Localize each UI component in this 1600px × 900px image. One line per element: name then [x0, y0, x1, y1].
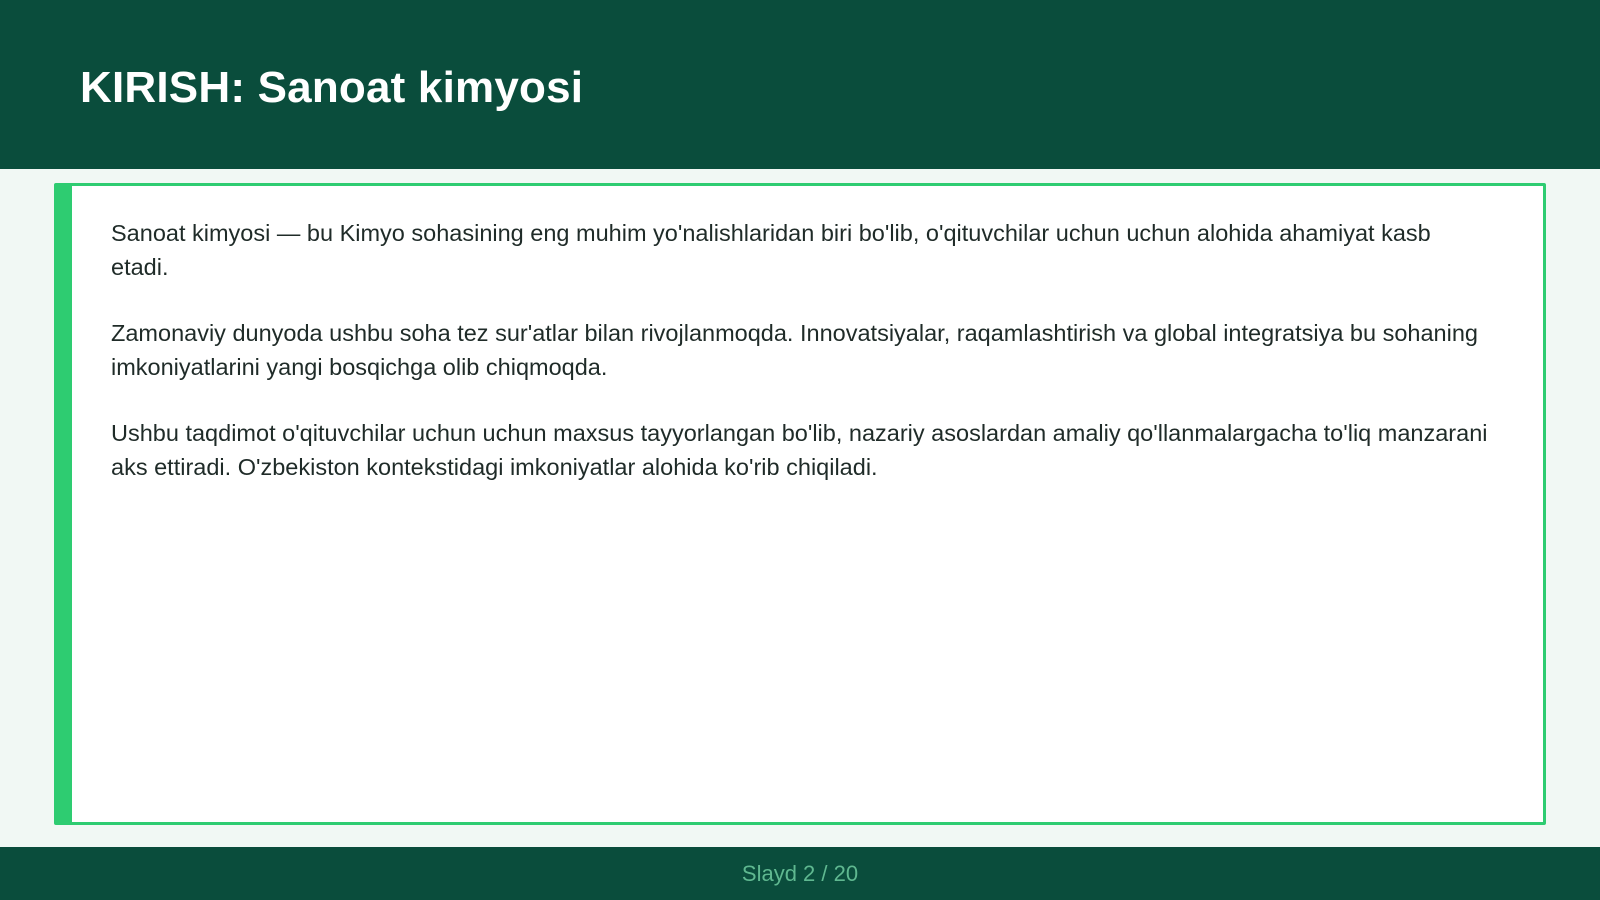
paragraph-presentation-scope: Ushbu taqdimot o'qituvchilar uchun uchun maxsus tayyorlangan bo'lib, nazariy asoslardan amaliy qo'llanmalargacha to'liq manzarani aks ettiradi. O'zbekiston kontekstidagi imkoniyatlar alohida ko'rib chiqiladi. [111, 420, 1488, 480]
slide-title: KIRISH: Sanoat kimyosi [80, 63, 584, 112]
content-card [54, 183, 1546, 825]
slide-header [0, 0, 1600, 169]
paragraph-modern-world: Zamonaviy dunyoda ushbu soha tez sur'atlar bilan rivojlanmoqda. Innovatsiyalar, raqamlashtirish va global integratsiya bu sohaning imkoniyatlarini yangi bosqichga olib chiqmoqda. [111, 320, 1478, 380]
paragraph-intro: Sanoat kimyosi — bu Kimyo sohasining eng muhim yo'nalishlaridan biri bo'lib, o'qituvchilar uchun uchun alohida ahamiyat kasb etadi. [111, 220, 1431, 280]
slide-footer [0, 847, 1600, 900]
slide-counter: Slayd 2 / 20 [741, 861, 859, 886]
